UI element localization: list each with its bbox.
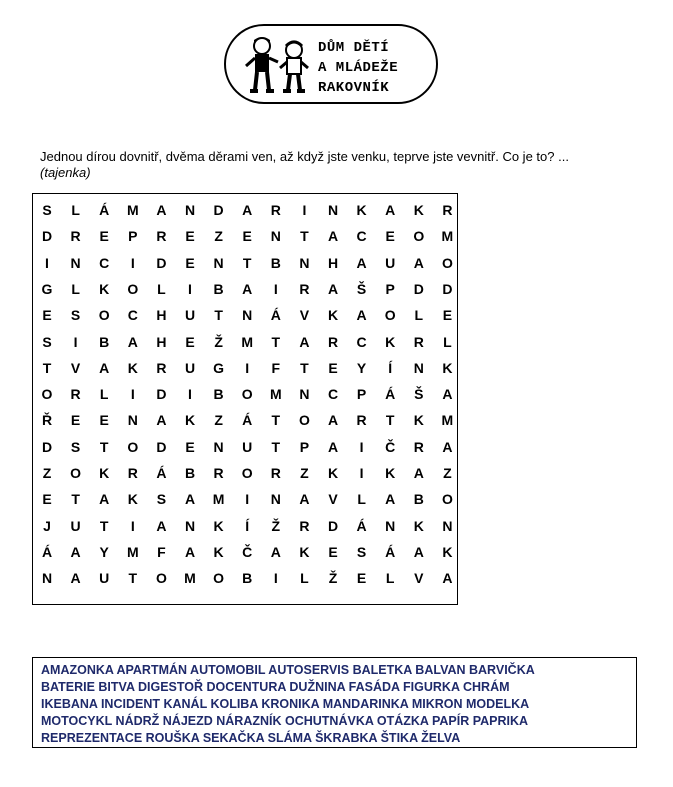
grid-letter: P	[299, 438, 310, 455]
grid-letter: V	[328, 491, 338, 508]
grid-letter: Á	[41, 543, 53, 560]
grid-letter: B	[213, 280, 224, 297]
grid-letter: R	[327, 333, 339, 350]
grid-letter: O	[213, 570, 225, 587]
grid-letter: L	[443, 333, 452, 350]
grid-letter: I	[130, 517, 135, 534]
word-list-line: BATERIE BITVA DIGESTOŘ DOCENTURA DUŽNINA FASÁDA FIGURKA CHRÁM	[41, 680, 510, 694]
grid-letter: Z	[214, 412, 223, 429]
grid-letter: N	[70, 254, 81, 271]
grid-letter: B	[270, 254, 281, 271]
grid-letter: A	[242, 202, 253, 218]
grid-letter: U	[242, 438, 253, 455]
word-list-line: MOTOCYKL NÁDRŽ NÁJEZD NÁRAZNÍK OCHUTNÁVKA OTÁZKA PAPÍR PAPRIKA	[41, 714, 529, 728]
grid-letter: A	[127, 333, 138, 350]
grid-letter: M	[441, 412, 454, 429]
grid-letter: N	[270, 491, 281, 508]
grid-letter: N	[385, 517, 396, 534]
grid-letter: R	[413, 438, 424, 455]
grid-letter: S	[42, 333, 52, 350]
grid-letter: L	[300, 570, 309, 587]
grid-letter: K	[327, 465, 339, 481]
grid-letter: K	[442, 359, 453, 376]
grid-letter: S	[42, 202, 52, 218]
grid-letter: E	[42, 307, 52, 324]
grid-letter: Z	[443, 465, 452, 481]
grid-letter: O	[127, 438, 139, 455]
grid-letter: N	[184, 517, 196, 534]
grid-letter: N	[41, 570, 53, 587]
grid-letter: R	[442, 202, 453, 218]
grid-letter: I	[73, 333, 78, 350]
grid-letter: A	[413, 254, 424, 271]
children-icon	[240, 32, 320, 98]
grid-letter: O	[41, 386, 53, 403]
grid-letter: Á	[99, 202, 110, 218]
grid-letter: M	[212, 491, 225, 508]
grid-letter: V	[70, 359, 81, 376]
logo	[224, 24, 438, 104]
grid-letter: L	[71, 280, 80, 297]
grid-letter: L	[99, 386, 109, 403]
grid-letter: P	[356, 386, 367, 403]
grid-letter: A	[270, 543, 281, 560]
grid-letter: O	[241, 386, 253, 403]
grid-letter: R	[70, 228, 81, 245]
grid-letter: A	[156, 412, 167, 429]
grid-letter: E	[385, 228, 395, 245]
riddle-hint: (tajenka)	[40, 165, 91, 180]
grid-letter: E	[185, 228, 195, 245]
grid-letter: S	[156, 491, 167, 508]
grid-letter: B	[242, 570, 253, 587]
grid-letter: M	[241, 333, 254, 350]
grid-letter: V	[414, 570, 424, 587]
grid-letter: Č	[385, 438, 396, 455]
grid-letter: K	[213, 543, 224, 560]
grid-letter: U	[385, 254, 396, 271]
grid-letter: A	[442, 570, 453, 587]
grid-letter: A	[327, 412, 339, 429]
grid-letter: E	[328, 359, 338, 376]
grid-letter: M	[126, 202, 139, 218]
grid-letter: T	[128, 570, 138, 587]
grid-letter: D	[327, 517, 339, 534]
grid-letter: E	[185, 438, 195, 455]
grid-letter: I	[273, 280, 278, 297]
grid-letter: D	[156, 438, 167, 455]
grid-letter: T	[385, 412, 395, 429]
grid-letter: N	[242, 307, 253, 324]
grid-letter: A	[299, 333, 310, 350]
grid-letter: A	[385, 202, 396, 218]
grid-letter: A	[327, 280, 339, 297]
grid-letter: B	[213, 386, 224, 403]
grid-letter: Y	[356, 359, 367, 376]
grid-letter: Á	[270, 307, 281, 324]
grid-letter: N	[127, 412, 138, 429]
grid-letter: L	[357, 491, 366, 508]
grid-letter: Á	[385, 386, 396, 403]
grid-letter: R	[270, 202, 281, 218]
grid-letter: J	[43, 517, 51, 534]
grid-letter: Z	[214, 228, 223, 245]
grid-letter: M	[441, 228, 454, 245]
grid-letter: C	[99, 254, 110, 271]
grid-letter: I	[188, 386, 192, 403]
grid-letter: T	[271, 412, 281, 429]
grid-letter: U	[70, 517, 81, 534]
grid-letter: D	[213, 202, 224, 218]
grid-letter: I	[188, 280, 192, 297]
grid-letter: A	[327, 228, 339, 245]
grid-letter: Ž	[328, 570, 338, 587]
grid-letter: P	[128, 228, 138, 245]
grid-letter: L	[414, 307, 424, 324]
grid-letter: I	[130, 386, 135, 403]
grid-letter: T	[71, 491, 80, 508]
word-search-grid	[32, 193, 458, 605]
grid-letter: O	[98, 307, 110, 324]
grid-letter: E	[99, 228, 109, 245]
grid-letter: A	[242, 280, 253, 297]
grid-letter: E	[70, 412, 81, 429]
grid-letter: I	[359, 438, 364, 455]
grid-letter: P	[385, 280, 395, 297]
grid-letter: E	[42, 491, 52, 508]
grid-letter: A	[327, 438, 339, 455]
grid-letter: E	[185, 333, 195, 350]
grid-letter: O	[298, 412, 310, 429]
grid-letter: Z	[42, 465, 52, 481]
grid-letter: H	[156, 333, 167, 350]
grid-letter: A	[356, 307, 367, 324]
grid-letter: Ř	[41, 412, 53, 429]
grid-letter: O	[127, 280, 139, 297]
grid-letter: R	[270, 465, 281, 481]
logo-line-3: RAKOVNÍK	[318, 80, 390, 96]
grid-letter: D	[442, 280, 453, 297]
riddle-question: Jednou dírou dovnitř, dvěma děrami ven, až když jste venku, teprve jste vevnitř. Co je to? ...	[40, 149, 569, 164]
grid-letter: F	[157, 543, 166, 560]
grid-letter: F	[271, 359, 281, 376]
grid-letter: R	[299, 517, 310, 534]
grid-letter: D	[41, 438, 53, 455]
grid-letter: Z	[300, 465, 309, 481]
grid-letter: G	[41, 280, 53, 297]
grid-letter: A	[299, 491, 310, 508]
grid-letter: D	[413, 280, 424, 297]
grid-letter: I	[302, 202, 307, 218]
grid-letter: E	[442, 307, 453, 324]
grid-letter: U	[99, 570, 110, 587]
grid-letter: I	[245, 491, 250, 508]
grid-letter: T	[271, 438, 281, 455]
grid-letter: L	[71, 202, 80, 218]
grid-letter: L	[157, 280, 166, 297]
word-list-line: IKEBANA INCIDENT KANÁL KOLIBA KRONIKA MANDARINKA MIKRON MODELKA	[41, 697, 530, 711]
grid-letter: D	[156, 254, 167, 271]
grid-letter: K	[99, 465, 110, 481]
grid-letter: T	[99, 517, 109, 534]
grid-letter: A	[413, 543, 424, 560]
grid-letter: G	[213, 359, 225, 376]
grid-letter: Ž	[271, 517, 281, 534]
grid-letter: I	[273, 570, 278, 587]
grid-letter: T	[271, 333, 281, 350]
grid-letter: O	[155, 570, 167, 587]
grid-letter: Á	[356, 517, 367, 534]
grid-letter: R	[156, 228, 167, 245]
logo-line-1: DŮM DĚTÍ	[318, 40, 390, 56]
grid-letter: R	[156, 359, 167, 376]
grid-letter: A	[385, 491, 396, 508]
grid-letter: T	[99, 438, 109, 455]
grid-letter: A	[99, 491, 110, 508]
riddle-text	[40, 149, 580, 181]
grid-letter: A	[156, 202, 167, 218]
grid-letter: Á	[385, 543, 396, 560]
grid-letter: B	[184, 465, 196, 481]
grid-letter: E	[242, 228, 252, 245]
grid-letter: H	[156, 307, 167, 324]
grid-letter: A	[70, 570, 81, 587]
grid-letter: K	[213, 517, 224, 534]
grid-letter: C	[356, 333, 367, 350]
grid-letter: R	[70, 386, 81, 403]
grid-letter: D	[41, 228, 53, 245]
grid-letter: K	[356, 202, 367, 218]
grid-letter: N	[327, 202, 339, 218]
grid-letter: O	[241, 465, 253, 481]
grid-letter: O	[441, 254, 453, 271]
grid-letter: I	[45, 254, 49, 271]
grid-letter: N	[184, 202, 196, 218]
grid-letter: E	[328, 543, 338, 560]
grid-letter: D	[156, 386, 167, 403]
grid-letter: N	[299, 386, 310, 403]
grid-letter: C	[327, 386, 339, 403]
grid-letter: Ž	[214, 333, 223, 350]
grid-letter: E	[356, 570, 367, 587]
grid-letter: S	[70, 438, 81, 455]
grid-letter: K	[299, 543, 310, 560]
grid-letter: S	[70, 307, 81, 324]
grid-letter: C	[356, 228, 367, 245]
grid-letter: L	[385, 570, 395, 587]
grid-letter: Á	[242, 412, 253, 429]
grid-letter: T	[300, 228, 309, 245]
grid-letter: K	[442, 543, 453, 560]
grid-letter: U	[184, 307, 196, 324]
grid-letter: Š	[414, 386, 424, 403]
grid-letter: A	[184, 491, 196, 508]
grid-letter: K	[385, 333, 396, 350]
grid-letter: A	[70, 543, 81, 560]
grid-letter: K	[385, 465, 396, 481]
grid-letter: H	[327, 254, 339, 271]
grid-letter: V	[299, 307, 310, 324]
grid-letter: R	[356, 412, 367, 429]
word-list	[32, 657, 637, 748]
grid-letter: Č	[242, 543, 253, 560]
grid-letter: T	[300, 359, 309, 376]
grid-letter: M	[184, 570, 196, 587]
word-list-line: AMAZONKA APARTMÁN AUTOMOBIL AUTOSERVIS BALETKA BALVAN BARVIČKA	[41, 663, 535, 677]
grid-letter: T	[242, 254, 252, 271]
logo-line-2: A MLÁDEŽE	[318, 60, 399, 76]
grid-letter: R	[299, 280, 310, 297]
grid-letter: U	[184, 359, 196, 376]
grid-letter: C	[127, 307, 138, 324]
grid-letter: O	[441, 491, 453, 508]
grid-letter: A	[99, 359, 110, 376]
grid-letter: O	[384, 307, 396, 324]
grid-letter: A	[156, 517, 167, 534]
grid-letter: N	[442, 517, 453, 534]
grid-letter: K	[413, 517, 424, 534]
grid-letter: Í	[245, 517, 250, 534]
grid-letter: N	[299, 254, 310, 271]
grid-letter: R	[213, 465, 224, 481]
grid-letter: N	[413, 359, 424, 376]
grid-letter: O	[70, 465, 82, 481]
grid-letter: B	[99, 333, 110, 350]
grid-letter: O	[413, 228, 425, 245]
grid-letter: E	[99, 412, 109, 429]
grid-letter: S	[356, 543, 367, 560]
grid-letter: A	[442, 386, 453, 403]
grid-letter: Á	[156, 465, 167, 481]
word-list-line: REPREZENTACE ROUŠKA SEKAČKA SLÁMA ŠKRABKA ŠTIKA ŽELVA	[41, 731, 461, 745]
grid-letter: A	[413, 465, 424, 481]
grid-letter: T	[214, 307, 223, 324]
grid-letter: M	[269, 386, 282, 403]
grid-letter: T	[42, 359, 52, 376]
grid-letter: I	[130, 254, 135, 271]
grid-letter: B	[413, 491, 424, 508]
grid-letter: Š	[356, 280, 367, 297]
grid-letter: N	[270, 228, 281, 245]
grid-letter: Y	[99, 543, 109, 560]
grid-letter: Í	[388, 359, 393, 376]
grid-letter: A	[184, 543, 196, 560]
grid-letter: R	[413, 333, 424, 350]
grid-letter: E	[185, 254, 195, 271]
grid-letter: I	[245, 359, 250, 376]
grid-letter: K	[127, 491, 138, 508]
grid-letter: N	[213, 254, 224, 271]
grid-letter: K	[413, 412, 424, 429]
grid-letter: K	[127, 359, 138, 376]
grid-letter: K	[184, 412, 196, 429]
grid-letter: K	[99, 280, 110, 297]
grid-letter: A	[442, 438, 453, 455]
grid-letter: R	[127, 465, 138, 481]
grid-letter: I	[359, 465, 364, 481]
grid-letter: K	[327, 307, 339, 324]
grid-letter: K	[413, 202, 424, 218]
grid-letter: M	[126, 543, 139, 560]
grid-letter: A	[356, 254, 367, 271]
grid-letter: N	[213, 438, 224, 455]
